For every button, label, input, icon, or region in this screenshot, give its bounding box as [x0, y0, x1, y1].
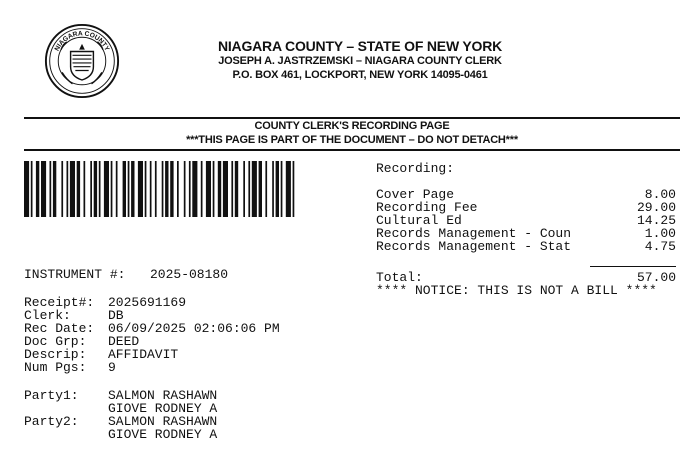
detail-label: Rec Date: [24, 321, 95, 336]
fee-amount: 14.25 [636, 213, 676, 228]
total-label: Total: [376, 270, 423, 285]
instrument-number [24, 268, 228, 281]
detail-row [24, 361, 280, 374]
fee-name: Cover Page [376, 187, 455, 202]
party-name: GIOVE RODNEY A [108, 427, 218, 442]
recording-fees [376, 162, 676, 297]
record-details [24, 296, 280, 374]
detail-value: DB [108, 308, 124, 323]
county-title: NIAGARA COUNTY – STATE OF NEW YORK [217, 38, 503, 54]
fee-amount: 8.00 [644, 187, 676, 202]
clerk-name: JOSEPH A. JASTRZEMSKI – NIAGARA COUNTY CLERK [218, 55, 502, 67]
document-header [150, 38, 570, 82]
detail-value: DEED [108, 334, 140, 349]
detail-value: AFFIDAVIT [108, 347, 179, 362]
party-label: Party2: [24, 414, 79, 429]
bottom-divider [24, 149, 680, 151]
fee-name: Recording Fee [376, 200, 478, 215]
total-divider [590, 266, 676, 267]
detail-value: 9 [108, 360, 116, 375]
instrument-value: 2025-08180 [150, 267, 229, 282]
fee-amount: 1.00 [644, 226, 676, 241]
fee-name: Records Management - Stat [376, 239, 572, 254]
fee-name: Cultural Ed [376, 213, 462, 228]
detail-label: Receipt#: [24, 295, 95, 310]
party-row [24, 428, 217, 441]
detail-value: 06/09/2025 02:06:06 PM [108, 321, 280, 336]
detail-label: Doc Grp: [24, 334, 87, 349]
party-name: SALMON RASHAWN [108, 388, 218, 403]
detail-label: Descrip: [24, 347, 87, 362]
not-a-bill-notice: **** NOTICE: THIS IS NOT A BILL **** [376, 283, 657, 298]
clerk-address: P.O. BOX 461, LOCKPORT, NEW YORK 14095-0461 [232, 69, 488, 81]
barcode-icon [24, 161, 296, 217]
total-value: 57.00 [636, 270, 676, 285]
fee-amount: 4.75 [644, 239, 676, 254]
party-label: Party1: [24, 388, 79, 403]
fee-row [376, 240, 676, 253]
party-name: GIOVE RODNEY A [108, 401, 218, 416]
detail-label: Num Pgs: [24, 360, 87, 375]
recording-heading: Recording: [376, 161, 455, 176]
recording-page-banner [24, 119, 680, 147]
detail-value: 2025691169 [108, 295, 187, 310]
banner-title: COUNTY CLERK'S RECORDING PAGE [254, 120, 450, 132]
fee-amount: 29.00 [636, 200, 676, 215]
svg-text:NIAGARA COUNTY: NIAGARA COUNTY [53, 30, 111, 53]
instrument-label: INSTRUMENT #: [24, 267, 126, 282]
county-seal-icon [44, 23, 120, 99]
party-name: SALMON RASHAWN [108, 414, 218, 429]
fee-name: Records Management - Coun [376, 226, 572, 241]
banner-note: ***THIS PAGE IS PART OF THE DOCUMENT – DO NOT DETACH*** [186, 134, 518, 146]
parties [24, 389, 217, 441]
detail-label: Clerk: [24, 308, 71, 323]
